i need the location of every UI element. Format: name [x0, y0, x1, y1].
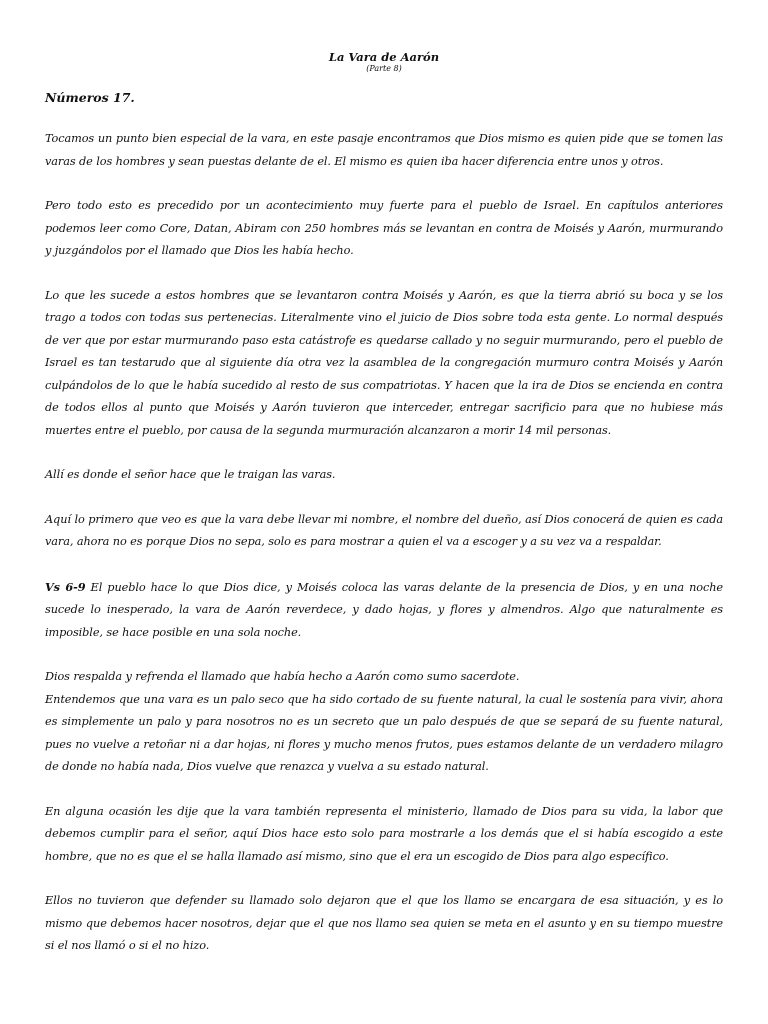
paragraph: Ellos no tuvieron que defender su llamado solo dejaron que el que los llamo se encargara de esa situación, y es lo mismo que debemos hacer nosotros, dejar que el que nos llamo sea quien se meta en el asunto y en su tiempo muestre si el nos llamó o si el no hizo. [45, 894, 723, 952]
paragraph: Entendemos que una vara es un palo seco que ha sido cortado de su fuente natural, la cual le sostenía para vivir, ahora es simplemente un palo y para nosotros no es un secreto que un palo después de que se separá de su fuente natural, pues no vuelve a retoñar ni a dar hojas, ni flores y mucho menos frutos, pues estamos delante de un verdadero milagro de donde no había nada, Dios vuelve que renazca y vuelva a su estado natural. [45, 692, 723, 773]
document-title: La Vara de Aarón [328, 50, 440, 64]
section-heading: Números 17. [45, 90, 135, 105]
verse-text: El pueblo hace lo que Dios dice, y Moisés coloca las varas delante de la presencia de Dios, y en una noche sucede lo inesperado, la vara de Aarón reverdece, y dado hojas, y flores y almendros. Algo que naturalmente es imposible, se hace posible en una sola noche. [45, 580, 723, 639]
paragraph: Lo que les sucede a estos hombres que se levantaron contra Moisés y Aarón, es que la tierra abrió su boca y se los trago a todos con todas sus pertenecias. Literalmente vino el juicio de Dios sobre toda esta gente. Lo normal después de ver que por estar murmurando paso esta catástrofe es quedarse callado y no seguir murmurando, pero el pueblo de Israel es tan testarudo que al siguiente día otra vez la asamblea de la congregación murmuro contra Moisés y Aarón culpándolos de lo que le había sucedido al resto de sus compatriotas. Y hacen que la ira de Dios se encienda en contra de todos ellos al punto que Moisés y Aarón tuvieron que interceder, entregar sacrificio para que no hubiese más muertes entre el pueblo, por causa de la segunda murmuración alcanzaron a morir 14 mil personas. [45, 288, 723, 437]
paragraph: Tocamos un punto bien especial de la vara, en este pasaje encontramos que Dios mismo es quien pide que se tomen las varas de los hombres y sean puestas delante de el. El mismo es quien iba hacer diferencia entre unos y otros. [45, 132, 723, 168]
document-subtitle: (Parte 8) [366, 64, 402, 73]
paragraph: Pero todo esto es precedido por un acontecimiento muy fuerte para el pueblo de Israel. En capítulos anteriores podemos leer como Core, Datan, Abiram con 250 hombres más se levantan en contra de Moisés y Aarón, murmurando y juzgándolos por el llamado que Dios les había hecho. [45, 199, 723, 257]
verse-paragraph [45, 576, 723, 645]
verse-reference: Vs 6-9 [45, 579, 86, 594]
paragraph: Allí es donde el señor hace que le traigan las varas. [45, 468, 336, 481]
paragraph: En alguna ocasión les dije que la vara también representa el ministerio, llamado de Dios para su vida, la labor que debemos cumplir para el señor, aquí Dios hace esto solo para mostrarle a los demás que el si había escogido a este hombre, que no es que el se halla llamado así mismo, sino que el era un escogido de Dios para algo específico. [45, 804, 723, 863]
paragraph: Dios respalda y refrenda el llamado que había hecho a Aarón como sumo sacerdote. [45, 670, 520, 683]
paragraph: Aquí lo primero que veo es que la vara debe llevar mi nombre, el nombre del dueño, así Dios conocerá de quien es cada vara, ahora no es porque Dios no sepa, solo es para mostrar a quien el va a escoger y a su vez va a respaldar. [45, 512, 723, 548]
